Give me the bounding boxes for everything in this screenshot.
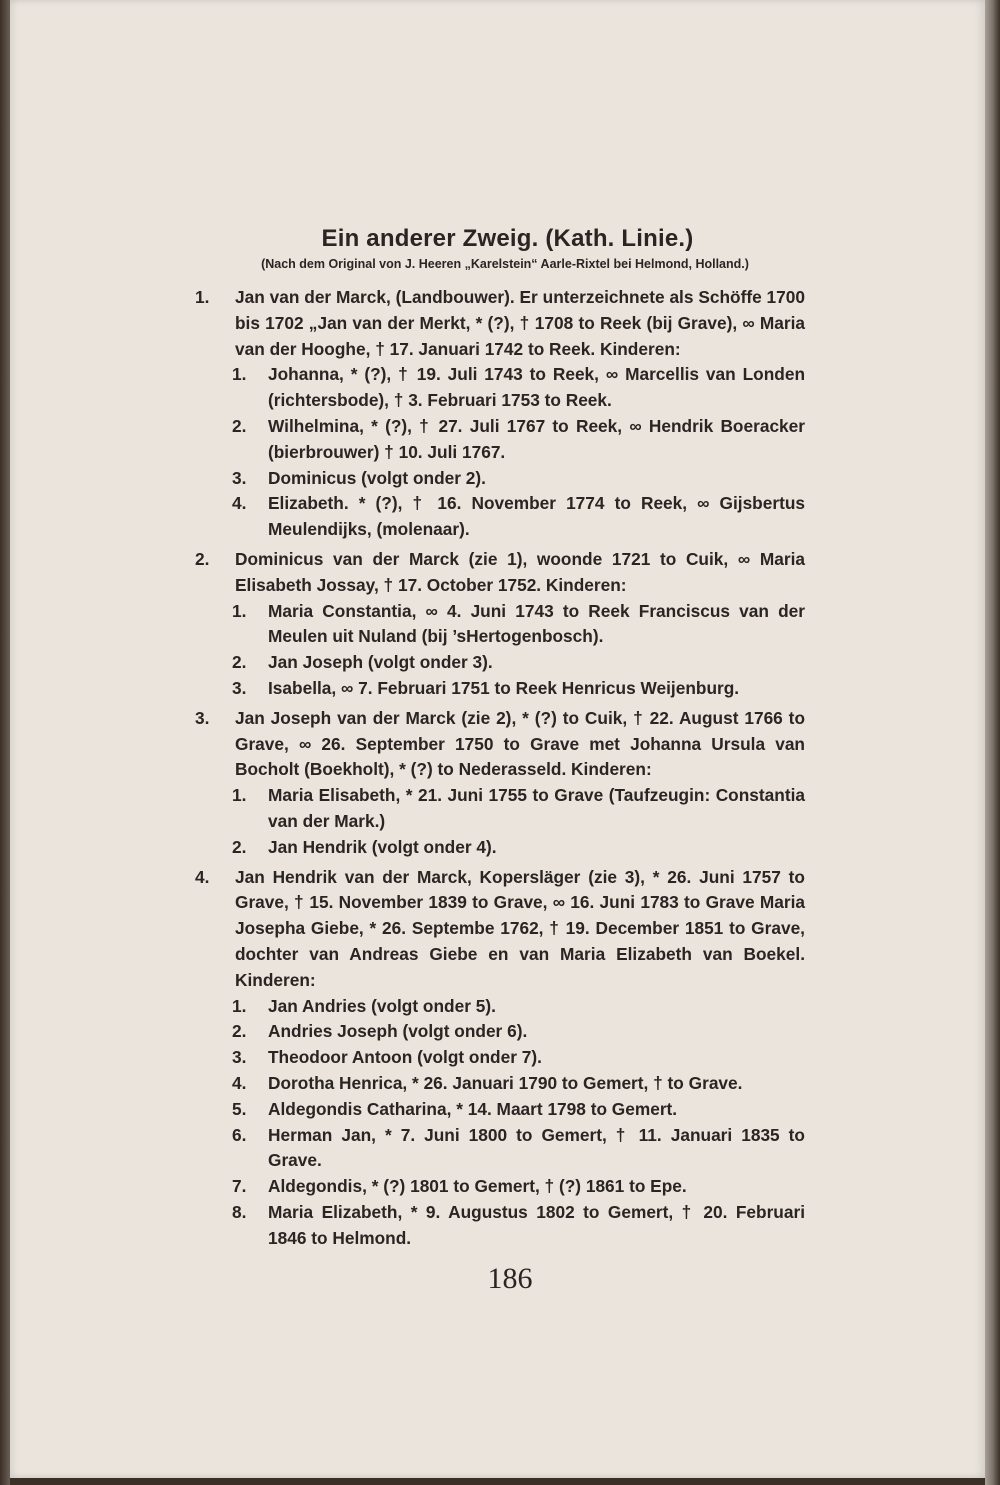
child-text: Isabella, ∞ 7. Februari 1751 to Reek Henricus Weijenburg. (268, 677, 740, 698)
page-title: Ein anderer Zweig. (Kath. Linie.) (321, 225, 694, 252)
child-text: Jan Andries (volgt onder 5). (268, 995, 496, 1016)
child-item (232, 1071, 805, 1097)
child-item (232, 466, 805, 492)
child-item (232, 414, 805, 466)
child-text: Herman Jan, * 7. Juni 1800 to Gemert, † 11. Januari 1835 to Grave. (268, 1124, 805, 1171)
child-text: Johanna, * (?), † 19. Juli 1743 to Reek, ∞ Marcellis van Londen (richtersbode), † 3. Februari 1753 to Reek. (268, 364, 805, 411)
child-text: Andries Joseph (volgt onder 6). (268, 1021, 528, 1042)
child-number: 4. (232, 493, 247, 514)
child-number: 2. (232, 836, 247, 857)
child-number: 3. (232, 677, 247, 698)
entry-text: Dominicus van der Marck (zie 1), woonde 1721 to Cuik, ∞ Maria Elisabeth Jossay, † 17. October 1752. Kinderen: (235, 548, 805, 595)
child-text: Theodoor Antoon (volgt onder 7). (268, 1047, 542, 1068)
child-number: 1. (232, 995, 247, 1016)
child-number: 2. (232, 652, 247, 673)
child-number: 4. (232, 1072, 247, 1093)
child-number: 3. (232, 1047, 247, 1068)
child-item (232, 1019, 805, 1045)
child-text: Maria Elizabeth, * 9. Augustus 1802 to Gemert, † 20. Februari 1846 to Helmond. (268, 1201, 805, 1248)
children-list (232, 362, 805, 543)
child-text: Aldegondis, * (?) 1801 to Gemert, † (?) 1861 to Epe. (268, 1176, 687, 1197)
child-number: 5. (232, 1098, 247, 1119)
genealogy-entry (190, 547, 805, 702)
child-item (232, 650, 805, 676)
child-item (232, 599, 805, 651)
entry-number: 2. (195, 548, 210, 569)
child-item (232, 994, 805, 1020)
child-item (232, 1174, 805, 1200)
entry-number: 3. (195, 707, 210, 728)
child-text: Maria Constantia, ∞ 4. Juni 1743 to Reek Franciscus van der Meulen uit Nuland (bij ’sHertogenbosch). (268, 600, 805, 647)
child-text: Jan Joseph (volgt onder 3). (268, 652, 493, 673)
genealogy-entry (190, 706, 805, 861)
child-item (232, 362, 805, 414)
child-item (232, 1045, 805, 1071)
child-number: 2. (232, 1021, 247, 1042)
page-content (190, 225, 805, 1251)
child-item (232, 676, 805, 702)
page-edge-shadow (985, 0, 1000, 1485)
genealogy-entry (190, 285, 805, 543)
child-text: Dorotha Henrica, * 26. Januari 1790 to Gemert, † to Grave. (268, 1072, 743, 1093)
book-spine-shadow (0, 0, 10, 1485)
child-item (232, 1200, 805, 1252)
entry-text: Jan van der Marck, (Landbouwer). Er unterzeichnete als Schöffe 1700 bis 1702 „Jan van der Merkt, * (?), † 1708 to Reek (bij Grave), ∞ Maria van der Hooghe, † 17. Januari 1742 to Reek. Kinderen: (235, 287, 805, 359)
child-text: Jan Hendrik (volgt onder 4). (268, 836, 497, 857)
child-number: 6. (232, 1124, 247, 1145)
page-number: 186 (487, 1262, 533, 1295)
children-list (232, 783, 805, 860)
child-number: 7. (232, 1176, 247, 1197)
entry-number: 1. (195, 287, 210, 307)
child-text: Wilhelmina, * (?), † 27. Juli 1767 to Reek, ∞ Hendrik Boeracker (bierbrouwer) † 10. Juli 1767. (268, 415, 805, 462)
child-item (232, 491, 805, 543)
children-list (232, 599, 805, 702)
entry-text: Jan Hendrik van der Marck, Kopersläger (zie 3), * 26. Juni 1757 to Grave, † 15. November 1839 to Grave, ∞ 16. Juni 1783 to Grave Maria Josepha Giebe, * 26. Septembe 1762, † 19. December 1851 to Grave, dochter van Andreas Giebe en van Maria Elizabeth van Boekel. Kinderen: (235, 866, 805, 990)
child-text: Aldegondis Catharina, * 14. Maart 1798 to Gemert. (268, 1098, 678, 1119)
child-item (232, 1097, 805, 1123)
child-number: 1. (232, 364, 247, 385)
child-number: 8. (232, 1201, 247, 1222)
child-item (232, 1123, 805, 1175)
child-item (232, 783, 805, 835)
children-list (232, 994, 805, 1252)
source-note: (Nach dem Original von J. Heeren „Karelstein“ Aarle-Rixtel bei Helmond, Holland.) (261, 257, 749, 271)
child-item (232, 835, 805, 861)
child-text: Dominicus (volgt onder 2). (268, 467, 486, 488)
genealogy-entries (190, 285, 805, 1251)
genealogy-entry (190, 865, 805, 1252)
child-text: Maria Elisabeth, * 21. Juni 1755 to Grave (Taufzeugin: Constantia van der Mark.) (268, 785, 805, 831)
child-number: 1. (232, 600, 247, 621)
document-page (10, 0, 985, 1478)
entry-number: 4. (195, 866, 210, 887)
child-number: 3. (232, 467, 247, 488)
entry-text: Jan Joseph van der Marck (zie 2), * (?) to Cuik, † 22. August 1766 to Grave, ∞ 26. September 1750 to Grave met Johanna Ursula van Bocholt (Boekholt), * (?) to Nederasseld. Kinderen: (235, 707, 805, 780)
child-number: 1. (232, 785, 247, 806)
child-text: Elizabeth. * (?), † 16. November 1774 to Reek, ∞ Gijsbertus Meulendijks, (molenaar). (268, 493, 805, 540)
child-number: 2. (232, 415, 247, 436)
